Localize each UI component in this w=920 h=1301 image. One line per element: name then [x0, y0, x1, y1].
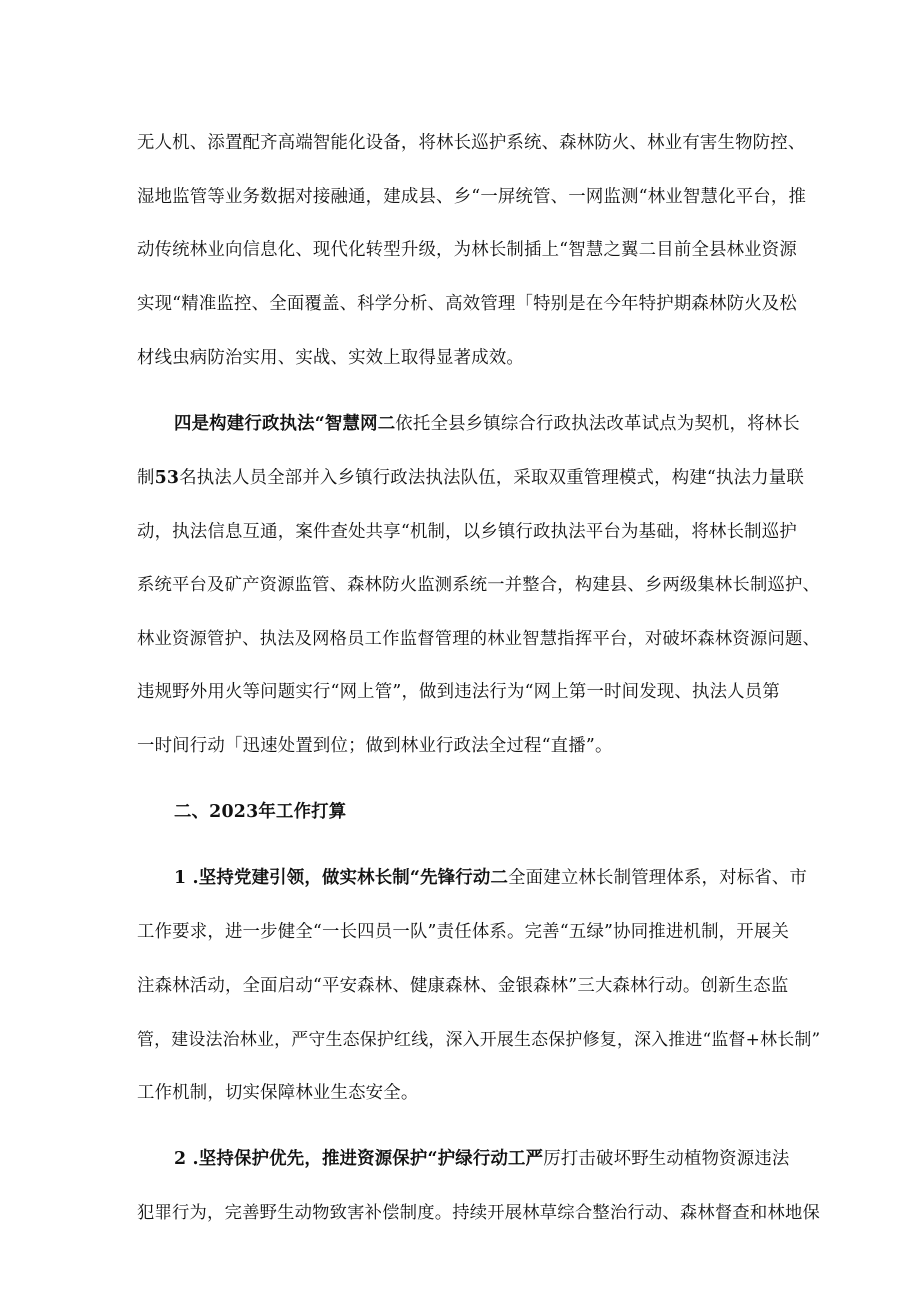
- number-bold: 53: [154, 468, 180, 488]
- text-line: [137, 466, 804, 490]
- text-line: 工作机制，切实保障林业生态安全。: [137, 1083, 419, 1103]
- text-line: [174, 866, 807, 890]
- text-line: 注森林活动，全面启动“平安森林、健康森林、金银森林”三大森林行动。创新生态监: [137, 976, 789, 996]
- paragraph-lead-rest: 厉打击破坏野生动植物资源违法: [543, 1149, 790, 1169]
- paragraph-lead-rest: 全面建立林长制管理体系，对标省、市: [508, 868, 808, 888]
- text-line: 动，执法信息互通，案件查处共享“机制，以乡镇行政执法平台为基础，将林长制巡护: [137, 522, 797, 542]
- text-line: [174, 1147, 790, 1171]
- paragraph-lead-rest: 依托全县乡镇综合行政执法改革试点为契机，将林长: [395, 414, 800, 434]
- paragraph-lead: 2 .坚持保护优先，推进资源保护“护绿行动工严: [174, 1149, 544, 1169]
- text-line: 动传统林业向信息化、现代化转型升级，为林长制插上“智慧之翼二目前全县林业资源: [137, 240, 797, 260]
- text-line: 系统平台及矿产资源监管、森林防火监测系统一并整合，构建县、乡两级集林长制巡护、: [137, 575, 820, 595]
- text-line: 工作要求，进一步健全“一长四员一队”责任体系。完善“五绿”协同推进机制，开展关: [137, 922, 790, 942]
- text-line: 犯罪行为，完善野生动物致害补偿制度。持续开展林草综合整治行动、森林督查和林地保: [137, 1203, 820, 1223]
- text-line: 无人机、添置配齐高端智能化设备，将林长巡护系统、森林防火、林业有害生物防控、: [137, 133, 806, 153]
- text-line: 林业资源管护、执法及网格员工作监督管理的林业智慧指挥平台，对破坏森林资源问题、: [137, 629, 820, 649]
- text-line: 一时间行动「迅速处置到位；做到林业行政法全过程“直播”。: [137, 736, 613, 756]
- text-line: 实现“精准监控、全面覆盖、科学分析、高效管理「特别是在今年特护期森林防火及松: [137, 294, 797, 314]
- text-fragment: 名执法人员全部并入乡镇行政法执法队伍，采取双重管理模式，构建“执法力量联: [179, 468, 804, 488]
- section-heading: 二、2023年工作打算: [174, 802, 347, 822]
- text-line: 湿地监管等业务数据对接融通，建成县、乡“一屏统管、一网监测“林业智慧化平台，推: [137, 187, 807, 207]
- paragraph-lead: 四是构建行政执法“智慧网二: [174, 414, 396, 434]
- text-line: 违规野外用火等问题实行“网上管”，做到违法行为“网上第一时间发现、执法人员第: [137, 682, 780, 702]
- text-line: [174, 412, 800, 436]
- text-line: 材线虫病防治实用、实战、实效上取得显著成效。: [137, 348, 524, 368]
- paragraph-lead: 1 .坚持党建引领，做实林长制“先锋行动二: [174, 868, 509, 888]
- text-fragment: 制: [137, 468, 155, 488]
- text-line: 管，建设法治林业，严守生态保护红线，深入开展生态保护修复，深入推进“监督+林长制”: [137, 1029, 821, 1049]
